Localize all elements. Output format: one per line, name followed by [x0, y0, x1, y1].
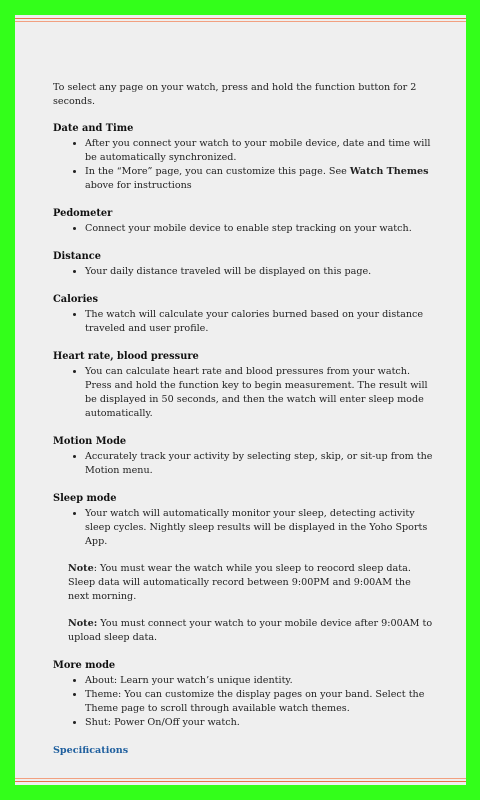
sleep-note: [68, 617, 433, 645]
list-item: • You can calculate heart rate and blood pressures from your watch. Press and hold the function key to begin measurement. The result will be displayed in 50 seconds, and then the watch will enter sleep mode automatically.: [85, 365, 433, 421]
list-item: • Accurately track your activity by selecting step, skip, or sit-up from the Motion menu.: [85, 450, 433, 478]
document-content: [53, 81, 433, 758]
section-more-mode: [53, 659, 433, 730]
bullet-list: [53, 674, 433, 730]
section-heading: Calories: [53, 294, 99, 305]
list-item: • Shut: Power On/Off your watch.: [85, 716, 433, 730]
document-page: [15, 15, 466, 785]
bullet-list: [53, 137, 433, 193]
sleep-note: [68, 562, 433, 604]
section-heading: Pedometer: [53, 208, 113, 219]
section-heading: Distance: [53, 251, 101, 262]
note-label: Note:: [68, 618, 98, 629]
list-item: • About: Learn your watch’s unique identity.: [85, 674, 433, 688]
bottom-rule-inner: [15, 778, 466, 779]
specifications-link[interactable]: Specifications: [53, 745, 129, 756]
list-item: • Connect your mobile device to enable step tracking on your watch.: [85, 222, 433, 236]
section-heading: Heart rate, blood pressure: [53, 351, 199, 362]
section-calories: [53, 293, 433, 336]
section-distance: [53, 250, 433, 279]
intro-text: To select any page on your watch, press and hold the function button for 2 seconds.: [53, 82, 417, 107]
bullet-list: [53, 308, 433, 336]
section-date-time: [53, 122, 433, 193]
section-motion-mode: [53, 435, 433, 478]
list-item-text: above for instructions: [85, 180, 192, 191]
bullet-list: [53, 450, 433, 478]
section-heading: Motion Mode: [53, 436, 127, 447]
note-text: : You must wear the watch while you sleep to reocord sleep data. Sleep data will automatically record between 9:00PM and 9:00AM the next morning.: [68, 563, 411, 602]
watch-themes-reference: Watch Themes: [349, 166, 429, 177]
bullet-list: [53, 507, 433, 549]
bullet-list: [53, 265, 433, 279]
bullet-list: [53, 222, 433, 236]
note-text: You must connect your watch to your mobile device after 9:00AM to upload sleep data.: [68, 618, 433, 643]
section-sleep-mode: [53, 492, 433, 645]
note-label: Note: [68, 563, 94, 574]
bottom-rule: [15, 781, 466, 782]
section-heading: Sleep mode: [53, 493, 117, 504]
list-item: • After you connect your watch to your mobile device, date and time will be automatically synchronized.: [85, 137, 433, 165]
list-item: [85, 165, 433, 193]
section-heading: Date and Time: [53, 123, 134, 134]
list-item: • Theme: You can customize the display pages on your band. Select the Theme page to scroll through available watch themes.: [85, 688, 433, 716]
list-item: • The watch will calculate your calories burned based on your distance traveled and user profile.: [85, 308, 433, 336]
top-rule-inner: [15, 21, 466, 22]
section-heart-rate: [53, 350, 433, 421]
top-rule: [15, 18, 466, 19]
list-item: • Your daily distance traveled will be displayed on this page.: [85, 265, 433, 279]
list-item-text: In the “More” page, you can customize this page. See: [85, 166, 350, 177]
list-item: • Your watch will automatically monitor your sleep, detecting activity sleep cycles. Nightly sleep results will be displayed in the Yoho Sports App.: [85, 507, 433, 549]
bullet-list: [53, 365, 433, 421]
section-heading: More mode: [53, 660, 116, 671]
section-pedometer: [53, 207, 433, 236]
